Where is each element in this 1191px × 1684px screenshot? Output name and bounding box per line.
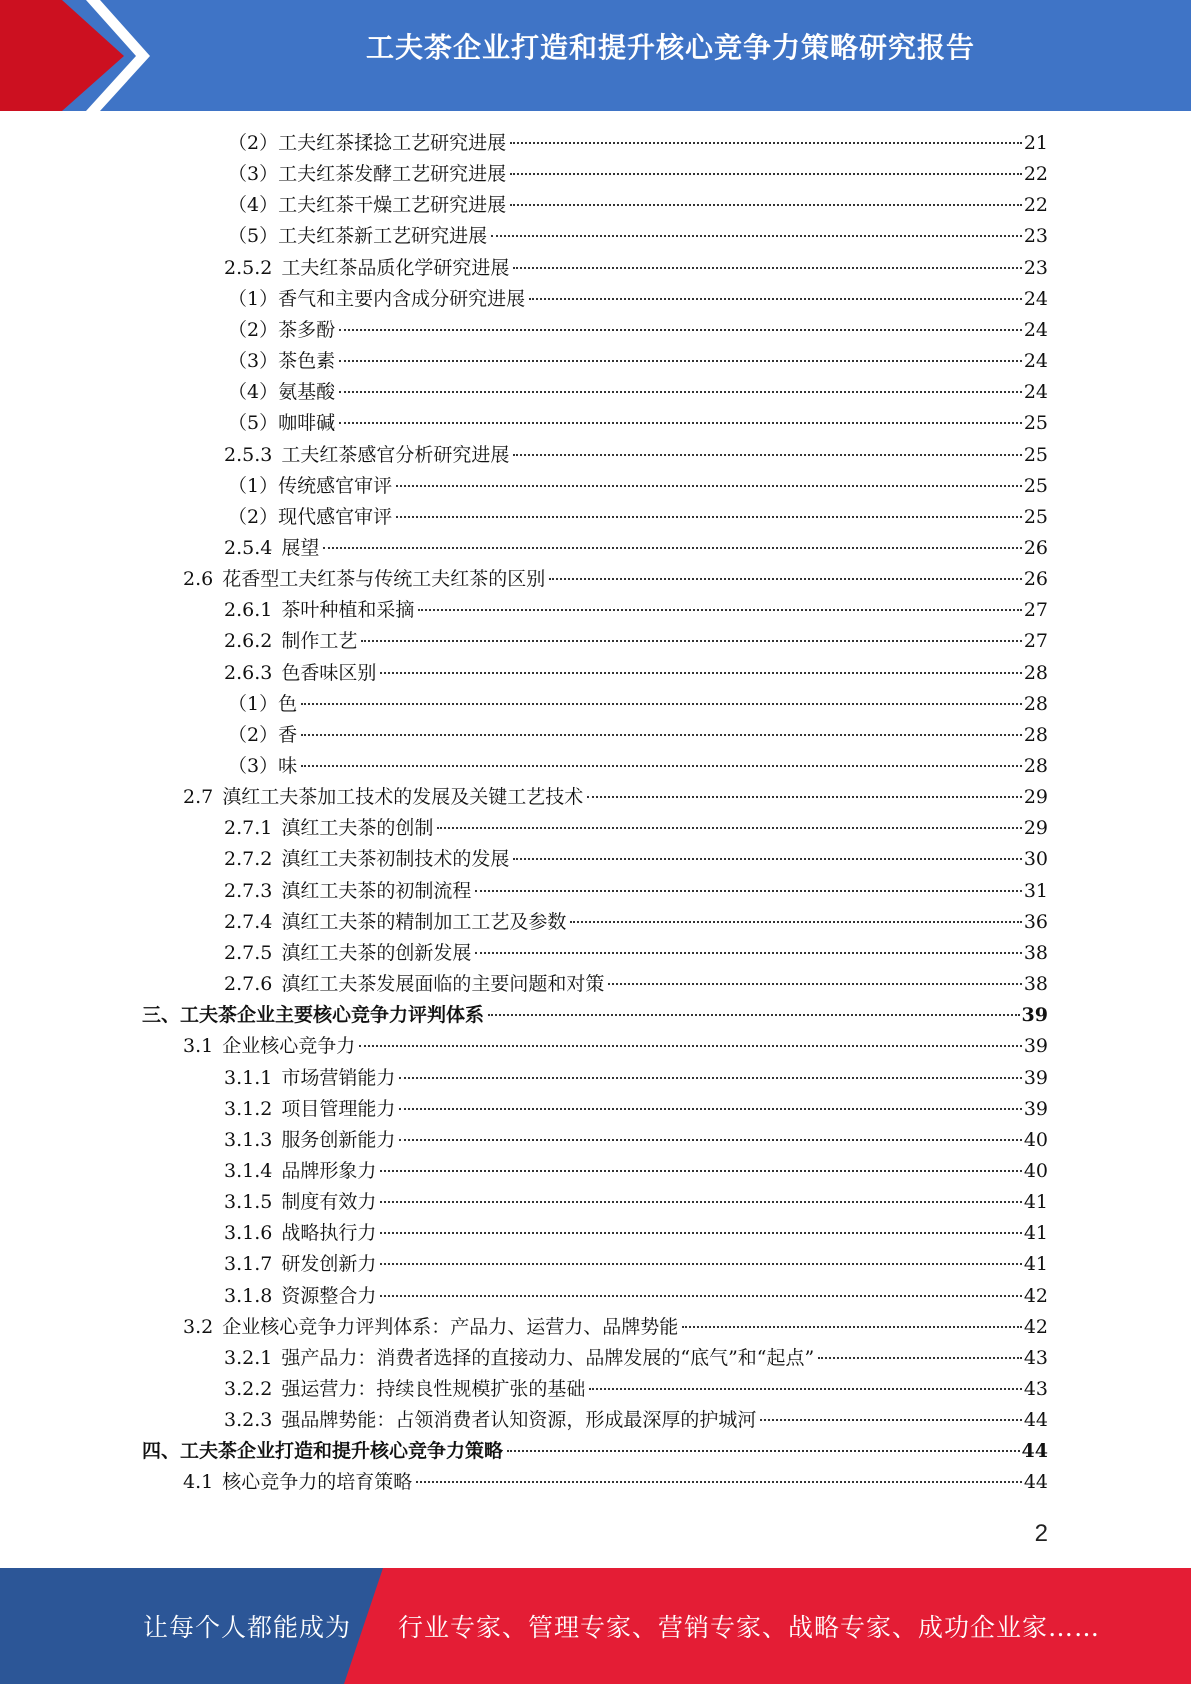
toc-entry-number: （1） xyxy=(228,288,279,310)
toc-entry[interactable] xyxy=(228,689,1048,720)
toc-entry-title: 服务创新能力 xyxy=(281,1129,396,1151)
toc-entry-page: 28 xyxy=(1023,662,1048,684)
toc-leader-dots xyxy=(339,360,1022,362)
toc-entry-page: 25 xyxy=(1023,475,1048,497)
toc-leader-dots xyxy=(339,329,1022,331)
toc-leader-dots xyxy=(510,204,1022,206)
toc-entry-title: 工夫红茶揉捻工艺研究进展 xyxy=(278,132,507,154)
toc-entry[interactable] xyxy=(228,128,1048,159)
toc-entry-title: 企业核心竞争力 xyxy=(222,1035,356,1057)
toc-leader-dots xyxy=(399,1108,1021,1110)
toc-entry-title: 研发创新力 xyxy=(281,1253,377,1275)
toc-leader-dots xyxy=(510,173,1022,175)
toc-entry-page: 28 xyxy=(1023,693,1048,715)
toc-entry[interactable] xyxy=(228,221,1048,252)
toc-entry-number: 2.5.3 xyxy=(224,444,273,466)
toc-entry-page: 29 xyxy=(1023,817,1048,839)
toc-entry[interactable] xyxy=(224,626,1048,657)
toc-entry-title: 茶多酚 xyxy=(278,319,336,341)
toc-leader-dots xyxy=(437,827,1021,829)
toc-leader-dots xyxy=(301,703,1022,705)
toc-entry-number: （4） xyxy=(228,381,279,403)
toc-entry-page: 23 xyxy=(1023,225,1048,247)
toc-entry-number: 3.2.2 xyxy=(224,1378,273,1400)
toc-entry[interactable] xyxy=(183,1467,1048,1498)
toc-entry[interactable] xyxy=(142,1436,1048,1467)
toc-leader-dots xyxy=(608,983,1021,985)
toc-entry-title: 工夫红茶感官分析研究进展 xyxy=(281,444,510,466)
toc-entry-title: 滇红工夫茶初制技术的发展 xyxy=(281,848,510,870)
toc-entry-number: （5） xyxy=(228,225,279,247)
toc-entry-number: 2.7.5 xyxy=(224,942,273,964)
toc-entry-title: 香 xyxy=(278,724,298,746)
toc-entry-title: 强产品力：消费者选择的直接动力、品牌发展的“底气”和“起点” xyxy=(281,1347,815,1369)
toc-leader-dots xyxy=(380,1295,1021,1297)
toc-entry[interactable] xyxy=(224,844,1048,875)
toc-entry-page: 26 xyxy=(1023,537,1048,559)
toc-leader-dots xyxy=(513,858,1021,860)
toc-entry-number: 2.6 xyxy=(183,568,214,590)
toc-entry[interactable] xyxy=(224,1405,1048,1436)
toc-entry-page: 26 xyxy=(1023,568,1048,590)
toc-entry[interactable] xyxy=(228,720,1048,751)
toc-entry[interactable] xyxy=(228,751,1048,782)
toc-entry-number: 2.7.3 xyxy=(224,880,273,902)
toc-entry-title: 制作工艺 xyxy=(281,630,358,652)
toc-leader-dots xyxy=(418,609,1021,611)
toc-entry-page: 38 xyxy=(1023,973,1048,995)
toc-entry-number: （2） xyxy=(228,724,279,746)
toc-entry-number: 2.5.4 xyxy=(224,537,273,559)
toc-entry-page: 25 xyxy=(1023,506,1048,528)
toc-entry-number: 2.7 xyxy=(183,786,214,808)
toc-entry-title: 工夫红茶发酵工艺研究进展 xyxy=(278,163,507,185)
toc-entry[interactable] xyxy=(228,190,1048,221)
toc-entry[interactable] xyxy=(224,1094,1048,1125)
toc-leader-dots xyxy=(475,890,1021,892)
toc-entry-page: 29 xyxy=(1023,786,1048,808)
toc-entry-page: 24 xyxy=(1023,319,1048,341)
toc-entry[interactable] xyxy=(228,346,1048,377)
toc-entry-number: （3） xyxy=(228,163,279,185)
toc-entry-number: （1） xyxy=(228,693,279,715)
toc-leader-dots xyxy=(380,1263,1021,1265)
toc-leader-dots xyxy=(818,1357,1022,1359)
toc-entry-number: 2.5.2 xyxy=(224,257,273,279)
toc-entry-number: 2.6.1 xyxy=(224,599,273,621)
toc-entry-number: （3） xyxy=(228,755,279,777)
toc-entry-page: 44 xyxy=(1023,1471,1048,1493)
toc-entry-page: 41 xyxy=(1023,1253,1048,1275)
toc-entry-title: 滇红工夫茶发展面临的主要问题和对策 xyxy=(281,973,605,995)
toc-entry-title: 品牌形象力 xyxy=(281,1160,377,1182)
toc-entry[interactable] xyxy=(224,253,1048,284)
toc-entry-page: 22 xyxy=(1023,194,1048,216)
toc-leader-dots xyxy=(475,952,1021,954)
toc-entry-number: 3.1.2 xyxy=(224,1098,273,1120)
toc-entry-page: 24 xyxy=(1023,288,1048,310)
toc-entry-title: 资源整合力 xyxy=(281,1285,377,1307)
toc-entry-page: 39 xyxy=(1021,1004,1048,1026)
toc-entry[interactable] xyxy=(183,564,1048,595)
toc-leader-dots xyxy=(399,1139,1021,1141)
toc-entry[interactable] xyxy=(228,471,1048,502)
toc-entry-title: 核心竞争力的培育策略 xyxy=(222,1471,413,1493)
toc-entry-title: 三、工夫茶企业主要核心竞争力评判体系 xyxy=(142,1004,485,1026)
toc-leader-dots xyxy=(488,1014,1020,1016)
toc-entry-number: 3.1.4 xyxy=(224,1160,273,1182)
toc-entry-title: 工夫红茶新工艺研究进展 xyxy=(278,225,488,247)
toc-entry-title: 制度有效力 xyxy=(281,1191,377,1213)
toc-leader-dots xyxy=(380,1201,1021,1203)
toc-entry-title: 强运营力：持续良性规模扩张的基础 xyxy=(281,1378,586,1400)
toc-entry-title: 工夫红茶干燥工艺研究进展 xyxy=(278,194,507,216)
toc-entry[interactable] xyxy=(228,315,1048,346)
toc-entry-title: 滇红工夫茶的创制 xyxy=(281,817,434,839)
toc-entry-title: 强品牌势能：占领消费者认知资源，形成最深厚的护城河 xyxy=(281,1409,757,1431)
toc-entry[interactable] xyxy=(224,533,1048,564)
toc-entry-page: 25 xyxy=(1023,412,1048,434)
toc-leader-dots xyxy=(339,391,1022,393)
toc-entry-number: 2.7.4 xyxy=(224,911,273,933)
toc-entry-title: 工夫红茶品质化学研究进展 xyxy=(281,257,510,279)
toc-leader-dots xyxy=(760,1419,1021,1421)
toc-entry-number: 3.1.7 xyxy=(224,1253,273,1275)
toc-leader-dots xyxy=(399,1077,1021,1079)
toc-entry-number: 3.1.6 xyxy=(224,1222,273,1244)
toc-entry-page: 23 xyxy=(1023,257,1048,279)
toc-leader-dots xyxy=(587,796,1022,798)
toc-entry-number: 2.6.3 xyxy=(224,662,273,684)
toc-entry[interactable] xyxy=(224,1156,1048,1187)
toc-leader-dots xyxy=(416,1481,1022,1483)
toc-entry-title: 现代感官审评 xyxy=(278,506,393,528)
toc-entry-title: 传统感官审评 xyxy=(278,475,393,497)
toc-leader-dots xyxy=(301,734,1022,736)
toc-entry-page: 28 xyxy=(1023,755,1048,777)
toc-entry-page: 43 xyxy=(1023,1347,1048,1369)
page-footer xyxy=(0,1568,1191,1684)
toc-entry-title: 色香味区别 xyxy=(281,662,377,684)
toc-entry-number: 3.1.1 xyxy=(224,1067,273,1089)
toc-entry-title: 四、工夫茶企业打造和提升核心竞争力策略 xyxy=(142,1440,504,1462)
footer-slogan-right: 行业专家、管理专家、营销专家、战略专家、成功企业家…… xyxy=(398,1613,1101,1642)
toc-entry-title: 滇红工夫茶的精制加工工艺及参数 xyxy=(281,911,567,933)
toc-entry-page: 40 xyxy=(1023,1129,1048,1151)
toc-leader-dots xyxy=(570,921,1021,923)
toc-entry-number: 3.1.3 xyxy=(224,1129,273,1151)
toc-entry[interactable] xyxy=(228,159,1048,190)
toc-entry-number: （2） xyxy=(228,319,279,341)
toc-leader-dots xyxy=(682,1326,1022,1328)
toc-entry-page: 27 xyxy=(1023,599,1048,621)
toc-leader-dots xyxy=(549,578,1022,580)
toc-entry[interactable] xyxy=(224,969,1048,1000)
toc-entry-page: 25 xyxy=(1023,444,1048,466)
toc-entry-title: 滇红工夫茶的创新发展 xyxy=(281,942,472,964)
toc-entry[interactable] xyxy=(224,1343,1048,1374)
toc-leader-dots xyxy=(339,422,1022,424)
toc-entry-page: 42 xyxy=(1023,1316,1048,1338)
footer-slogan-left: 让每个人都能成为 xyxy=(143,1613,352,1642)
toc-entry[interactable] xyxy=(228,408,1048,439)
toc-entry-page: 39 xyxy=(1023,1098,1048,1120)
toc-entry-page: 24 xyxy=(1023,381,1048,403)
toc-entry-number: 3.2.1 xyxy=(224,1347,273,1369)
toc-entry-page: 27 xyxy=(1023,630,1048,652)
page-number: 2 xyxy=(1034,1520,1048,1547)
toc-entry-page: 43 xyxy=(1023,1378,1048,1400)
toc-leader-dots xyxy=(529,298,1022,300)
toc-entry-page: 44 xyxy=(1021,1440,1048,1462)
toc-entry-number: （4） xyxy=(228,194,279,216)
toc-entry-title: 色 xyxy=(278,693,298,715)
toc-entry[interactable] xyxy=(183,1312,1048,1343)
toc-leader-dots xyxy=(396,516,1022,518)
toc-entry-title: 茶叶种植和采摘 xyxy=(281,599,415,621)
toc-entry-page: 21 xyxy=(1023,132,1048,154)
toc-leader-dots xyxy=(510,142,1022,144)
toc-entry[interactable] xyxy=(224,595,1048,626)
toc-entry[interactable] xyxy=(224,907,1048,938)
toc-entry-number: 3.1.5 xyxy=(224,1191,273,1213)
toc-entry-number: 2.7.1 xyxy=(224,817,273,839)
toc-entry[interactable] xyxy=(224,658,1048,689)
toc-entry[interactable] xyxy=(183,1031,1048,1062)
toc-entry-page: 22 xyxy=(1023,163,1048,185)
toc-leader-dots xyxy=(513,454,1021,456)
toc-entry-title: 展望 xyxy=(281,537,320,559)
toc-entry-title: 滇红工夫茶加工技术的发展及关键工艺技术 xyxy=(222,786,584,808)
toc-entry[interactable] xyxy=(142,1000,1048,1031)
toc-entry-title: 花香型工夫红茶与传统工夫红茶的区别 xyxy=(222,568,546,590)
toc-entry-number: 3.1.8 xyxy=(224,1285,273,1307)
toc-entry-page: 24 xyxy=(1023,350,1048,372)
toc-entry-number: （1） xyxy=(228,475,279,497)
toc-entry-title: 项目管理能力 xyxy=(281,1098,396,1120)
toc-leader-dots xyxy=(380,672,1021,674)
toc-entry[interactable] xyxy=(224,440,1048,471)
toc-entry[interactable] xyxy=(224,1281,1048,1312)
toc-entry[interactable] xyxy=(224,876,1048,907)
toc-entry-title: 茶色素 xyxy=(278,350,336,372)
toc-leader-dots xyxy=(396,485,1022,487)
toc-entry-title: 战略执行力 xyxy=(281,1222,377,1244)
toc-entry[interactable] xyxy=(228,502,1048,533)
toc-entry[interactable] xyxy=(224,813,1048,844)
toc-leader-dots xyxy=(359,1045,1022,1047)
toc-entry-page: 41 xyxy=(1023,1191,1048,1213)
toc-entry-page: 41 xyxy=(1023,1222,1048,1244)
toc-entry-page: 38 xyxy=(1023,942,1048,964)
toc-entry-number: 3.1 xyxy=(183,1035,214,1057)
toc-entry-number: 3.2.3 xyxy=(224,1409,273,1431)
toc-entry-number: （5） xyxy=(228,412,279,434)
toc-entry-page: 31 xyxy=(1023,880,1048,902)
toc-leader-dots xyxy=(491,235,1022,237)
toc-entry-page: 28 xyxy=(1023,724,1048,746)
toc-entry-title: 咖啡碱 xyxy=(278,412,336,434)
toc-entry-number: （2） xyxy=(228,132,279,154)
toc-entry[interactable] xyxy=(224,938,1048,969)
toc-entry-title: 味 xyxy=(278,755,298,777)
toc-entry-page: 36 xyxy=(1023,911,1048,933)
toc-entry-title: 企业核心竞争力评判体系：产品力、运营力、品牌势能 xyxy=(222,1316,679,1338)
toc-entry-number: 2.7.6 xyxy=(224,973,273,995)
toc-entry[interactable] xyxy=(224,1063,1048,1094)
toc-entry[interactable] xyxy=(228,284,1048,315)
toc-leader-dots xyxy=(301,765,1022,767)
toc-entry-page: 39 xyxy=(1023,1035,1048,1057)
toc-entry-title: 滇红工夫茶的初制流程 xyxy=(281,880,472,902)
toc-entry-page: 40 xyxy=(1023,1160,1048,1182)
toc-entry-title: 市场营销能力 xyxy=(281,1067,396,1089)
toc-entry-title: 氨基酸 xyxy=(278,381,336,403)
toc-leader-dots xyxy=(589,1388,1021,1390)
toc-entry-title: 香气和主要内含成分研究进展 xyxy=(278,288,526,310)
toc-entry-page: 30 xyxy=(1023,848,1048,870)
toc-entry-number: 2.7.2 xyxy=(224,848,273,870)
toc-entry[interactable] xyxy=(228,377,1048,408)
report-title: 工夫茶企业打造和提升核心竞争力策略研究报告 xyxy=(365,31,975,64)
toc-entry[interactable] xyxy=(224,1187,1048,1218)
toc-leader-dots xyxy=(323,547,1021,549)
toc-leader-dots xyxy=(513,267,1021,269)
toc-entry-page: 39 xyxy=(1023,1067,1048,1089)
toc-leader-dots xyxy=(361,640,1021,642)
toc-entry[interactable] xyxy=(224,1249,1048,1280)
page-header xyxy=(0,0,1191,111)
toc-leader-dots xyxy=(507,1450,1020,1452)
toc-entry-number: 3.2 xyxy=(183,1316,214,1338)
toc-entry[interactable] xyxy=(183,782,1048,813)
toc-entry[interactable] xyxy=(224,1125,1048,1156)
toc-leader-dots xyxy=(380,1232,1021,1234)
toc-entry[interactable] xyxy=(224,1218,1048,1249)
toc-entry-page: 42 xyxy=(1023,1285,1048,1307)
toc-entry-number: 4.1 xyxy=(183,1471,214,1493)
toc-leader-dots xyxy=(380,1170,1021,1172)
toc-entry-number: （2） xyxy=(228,506,279,528)
toc-entry-number: （3） xyxy=(228,350,279,372)
toc-entry-page: 44 xyxy=(1023,1409,1048,1431)
toc-entry-number: 2.6.2 xyxy=(224,630,273,652)
toc-entry[interactable] xyxy=(224,1374,1048,1405)
